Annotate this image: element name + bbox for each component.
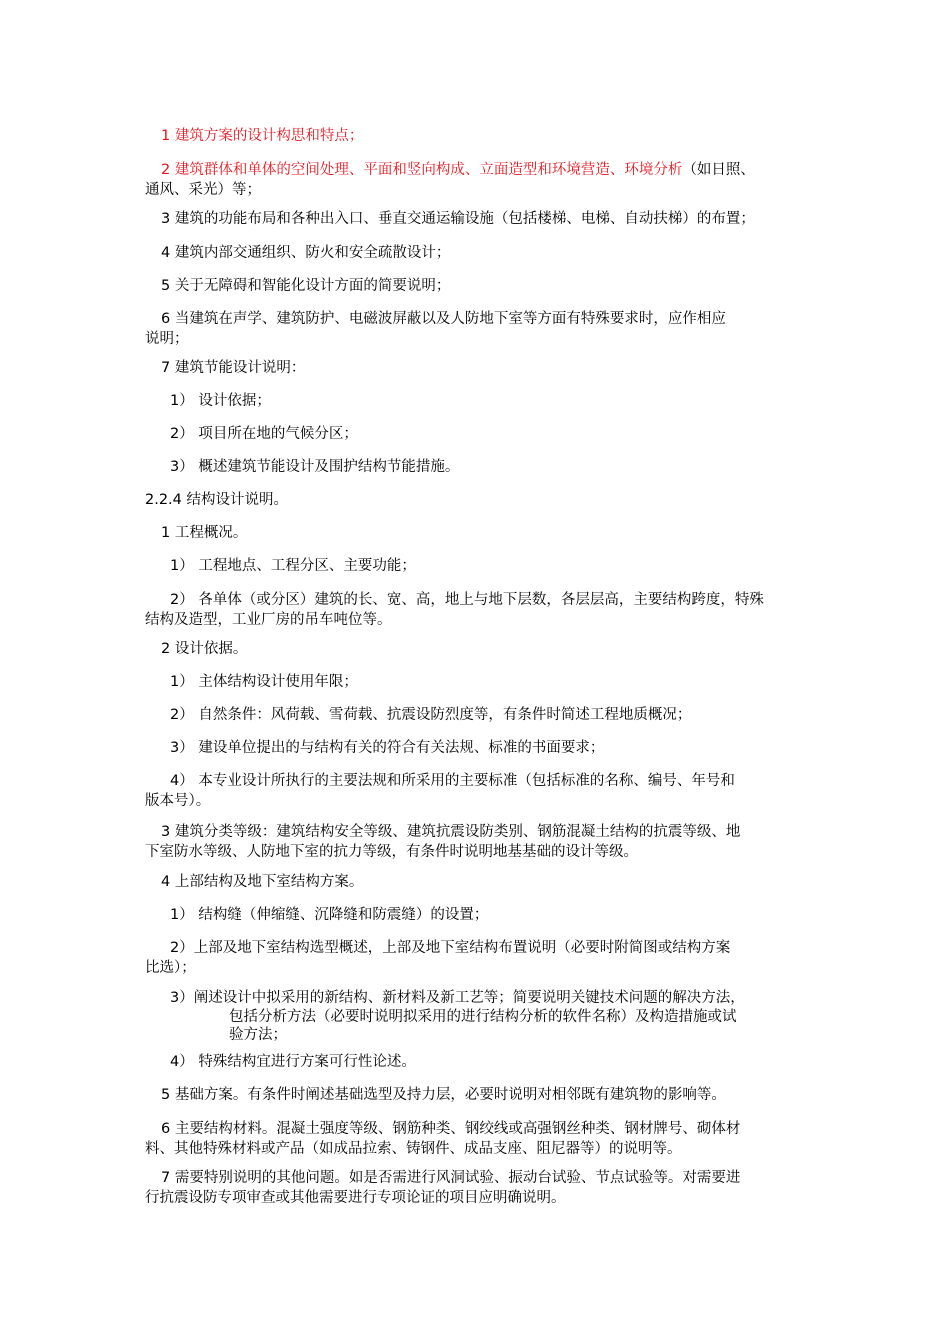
text-line: 6 当建筑在声学、建筑防护、电磁波屏蔽以及人防地下室等方面有特殊要求时，应作相应	[161, 311, 726, 327]
text-line: 3） 建设单位提出的与结构有关的符合有关法规、标准的书面要求；	[170, 740, 605, 756]
text-line: 2） 自然条件：风荷载、雪荷载、抗震设防烈度等，有条件时简述工程地质概况；	[170, 707, 692, 723]
text-line: 料、其他特殊材料或产品（如成品拉索、铸钢件、成品支座、阻尼器等）的说明等。	[145, 1141, 682, 1157]
text-line: 结构及造型，工业厂房的吊车吨位等。	[145, 612, 392, 628]
text-line: 4） 特殊结构宜进行方案可行性论述。	[170, 1054, 416, 1070]
text-line: 2 设计依据。	[161, 641, 248, 657]
text-line: 3） 概述建筑节能设计及围护结构节能措施。	[170, 459, 460, 475]
text-line: 3）阐述设计中拟采用的新结构、新材料及新工艺等；简要说明关键技术问题的解决方法，	[170, 990, 745, 1006]
text-line: 比选）；	[145, 960, 196, 976]
text-line	[161, 160, 835, 180]
text-line: 1） 结构缝（伸缩缝、沉降缝和防震缝）的设置；	[170, 907, 489, 923]
text-line: 6 主要结构材料。混凝土强度等级、钢筋种类、钢绞线或高强钢丝种类、钢材牌号、砌体材	[161, 1121, 741, 1137]
text-line: 4） 本专业设计所执行的主要法规和所采用的主要标准（包括标准的名称、编号、年号和	[170, 773, 735, 789]
text-line: 2） 项目所在地的气候分区；	[170, 426, 358, 442]
text-line: 1 工程概况。	[161, 525, 248, 541]
text-line: 3 建筑分类等级：建筑结构安全等级、建筑抗震设防类别、钢筋混凝土结构的抗震等级、地	[161, 824, 741, 840]
text-line: 1） 工程地点、工程分区、主要功能；	[170, 558, 416, 574]
text-line: 2） 各单体（或分区）建筑的长、宽、高，地上与地下层数，各层层高，主要结构跨度，特殊	[170, 592, 764, 608]
text-line: 3 建筑的功能布局和各种出入口、垂直交通运输设施（包括楼梯、电梯、自动扶梯）的布置；	[161, 211, 755, 227]
highlighted-text: 2 建筑群体和单体的空间处理、平面和竖向构成、立面造型和环境营造、环境分析	[161, 162, 683, 178]
text-line: 7 需要特别说明的其他问题。如是否需进行风洞试验、振动台试验、节点试验等。对需要进	[161, 1170, 741, 1186]
text-line: 4 上部结构及地下室结构方案。	[161, 874, 364, 890]
text-line: 4 建筑内部交通组织、防火和安全疏散设计；	[161, 245, 451, 261]
text-line: 7 建筑节能设计说明：	[161, 360, 306, 376]
text-line: 1 建筑方案的设计构思和特点；	[161, 128, 364, 144]
text-line: 包括分析方法（必要时说明拟采用的进行结构分析的软件名称）及构造措施或试	[229, 1009, 737, 1025]
text-line: 版本号）。	[145, 793, 211, 809]
text-line: 2）上部及地下室结构选型概述，上部及地下室结构布置说明（必要时附简图或结构方案	[170, 940, 731, 956]
normal-text: （如日照、	[682, 162, 755, 178]
text-line: 下室防水等级、人防地下室的抗力等级，有条件时说明地基基础的设计等级。	[145, 844, 638, 860]
text-line: 2.2.4 结构设计说明。	[145, 492, 289, 508]
text-line: 通风、采光）等；	[145, 182, 261, 198]
text-line: 5 关于无障碍和智能化设计方面的简要说明；	[161, 278, 451, 294]
text-line: 验方法；	[229, 1027, 287, 1043]
text-line: 1） 设计依据；	[170, 393, 271, 409]
text-line: 1） 主体结构设计使用年限；	[170, 674, 358, 690]
text-line: 5 基础方案。有条件时阐述基础选型及持力层，必要时说明对相邻既有建筑物的影响等。	[161, 1087, 726, 1103]
text-line: 行抗震设防专项审查或其他需要进行专项论证的项目应明确说明。	[145, 1190, 566, 1206]
text-line: 说明；	[145, 331, 189, 347]
